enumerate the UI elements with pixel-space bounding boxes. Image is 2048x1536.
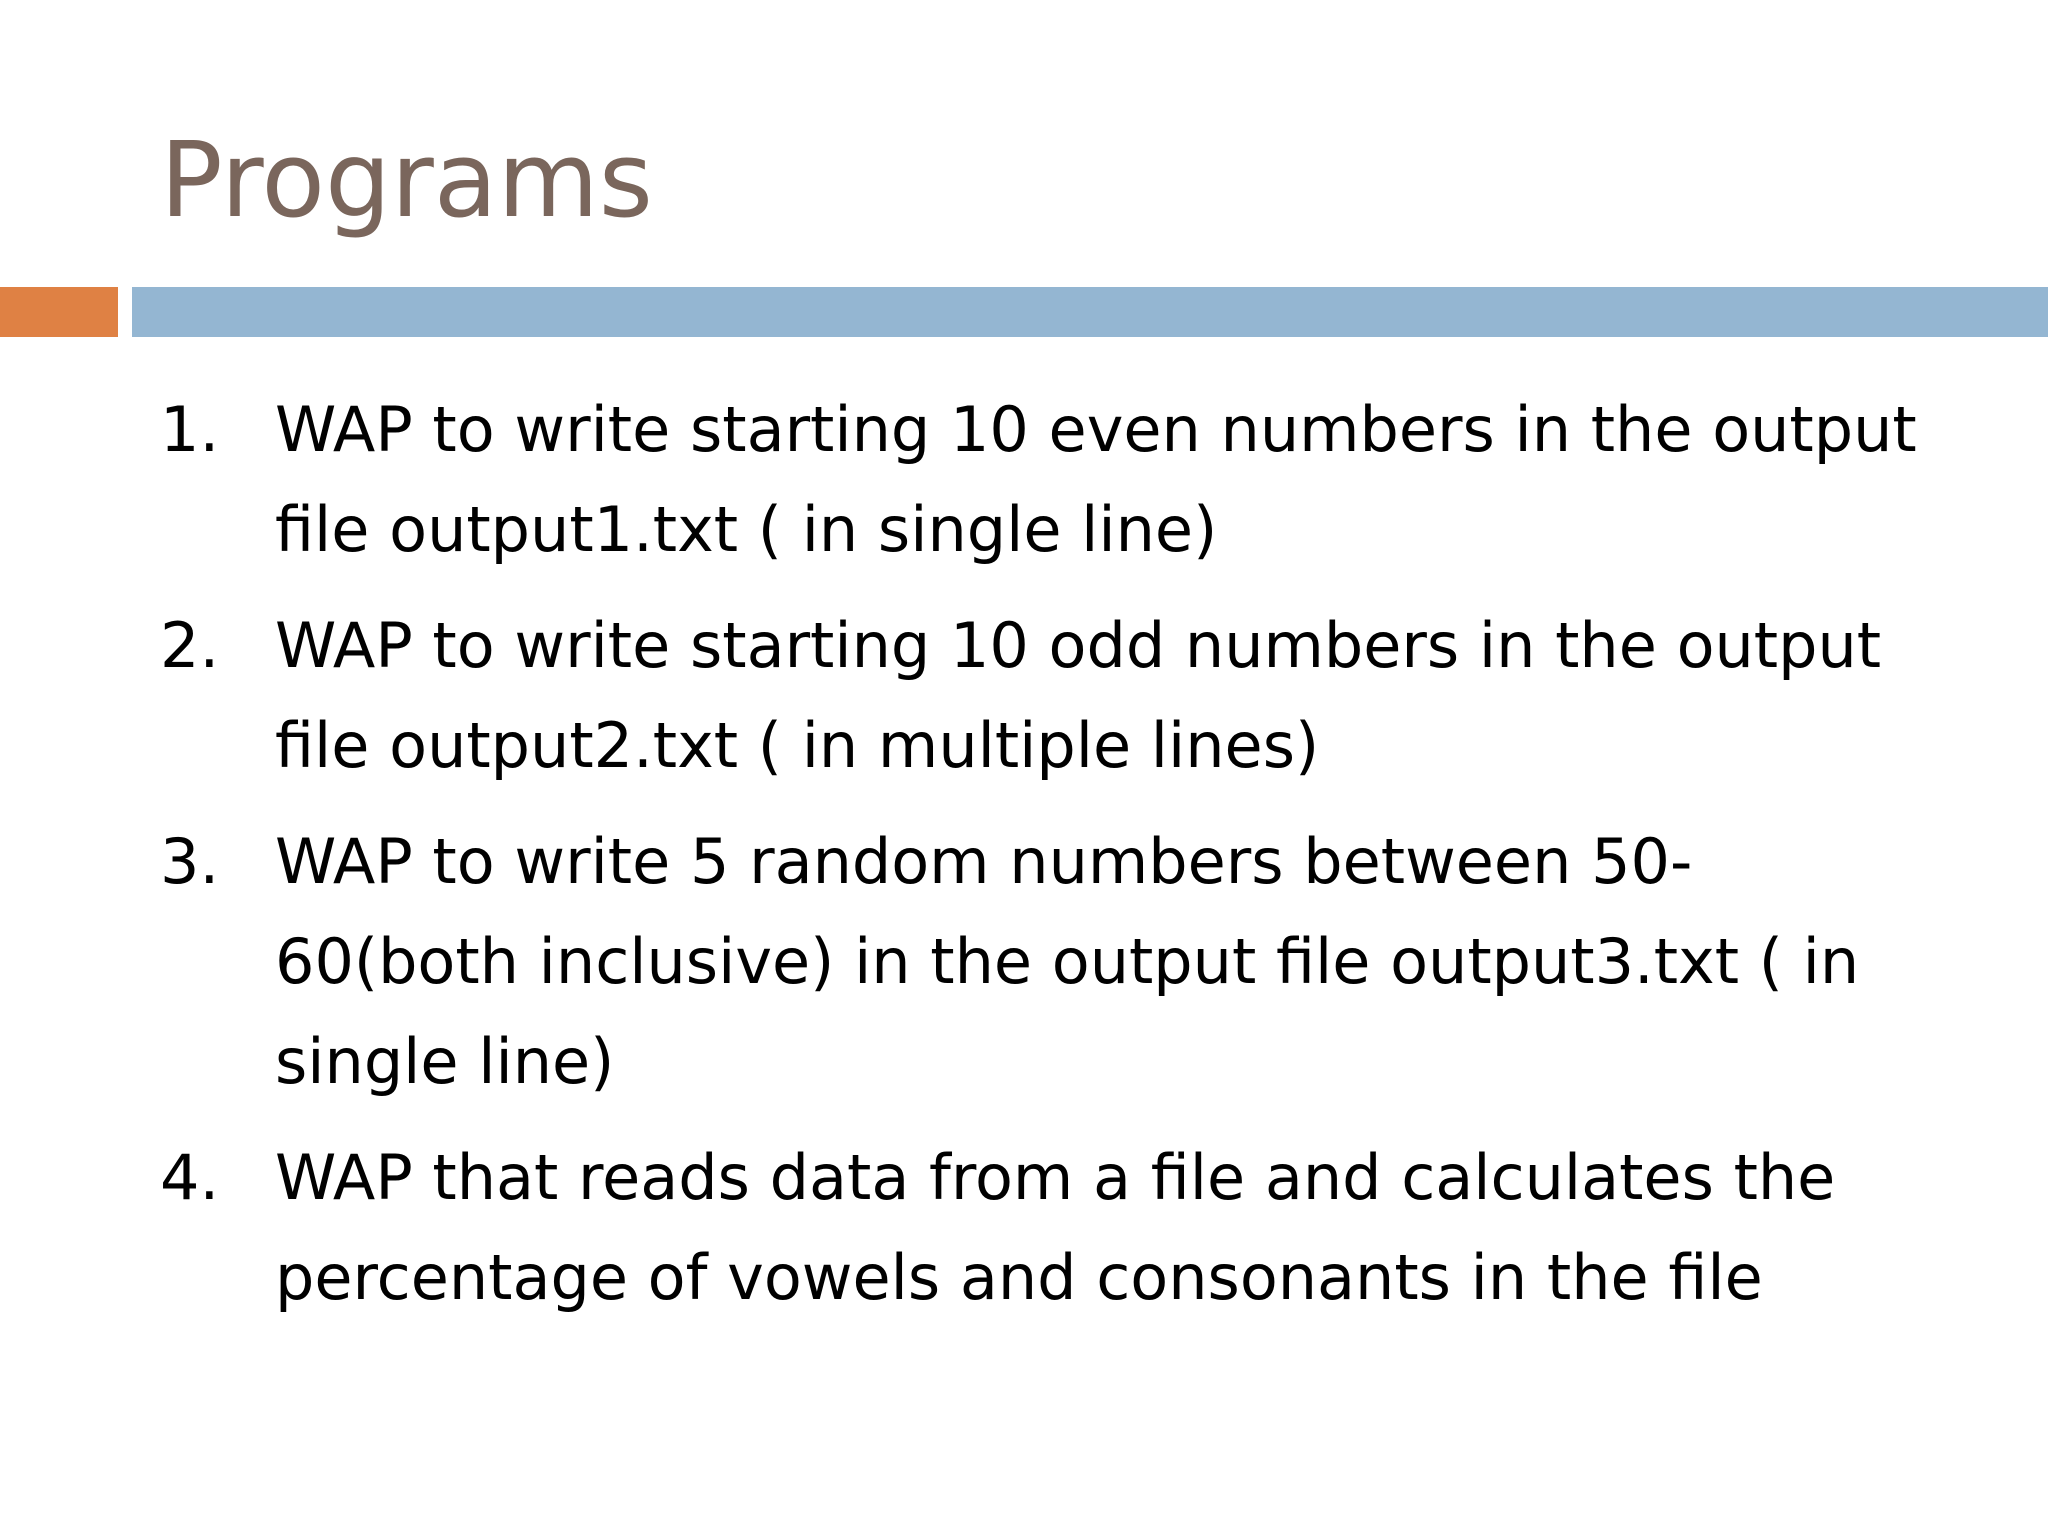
list-item-number: 1. [160,393,220,466]
list-item-number: 4. [160,1141,220,1214]
list-item [160,380,1920,580]
list-item-text: WAP to write starting 10 odd numbers in the output file output2.txt ( in multiple lines) [275,609,1882,782]
list-item [160,1128,1920,1328]
list-item-number: 2. [160,609,220,682]
list-item-number: 3. [160,825,220,898]
accent-bar-blue [132,287,2048,337]
list-item-text: WAP to write starting 10 even numbers in the output file output1.txt ( in single line) [275,393,1917,566]
program-list [160,380,1920,1344]
list-item [160,812,1920,1112]
list-item-text: WAP that reads data from a file and calculates the percentage of vowels and consonants in the file [275,1141,1836,1314]
slide-title: Programs [160,119,653,241]
list-item-text: WAP to write 5 random numbers between 50-60(both inclusive) in the output file output3.txt ( in single line) [275,825,1860,1098]
list-item [160,596,1920,796]
accent-bar-orange [0,287,118,337]
